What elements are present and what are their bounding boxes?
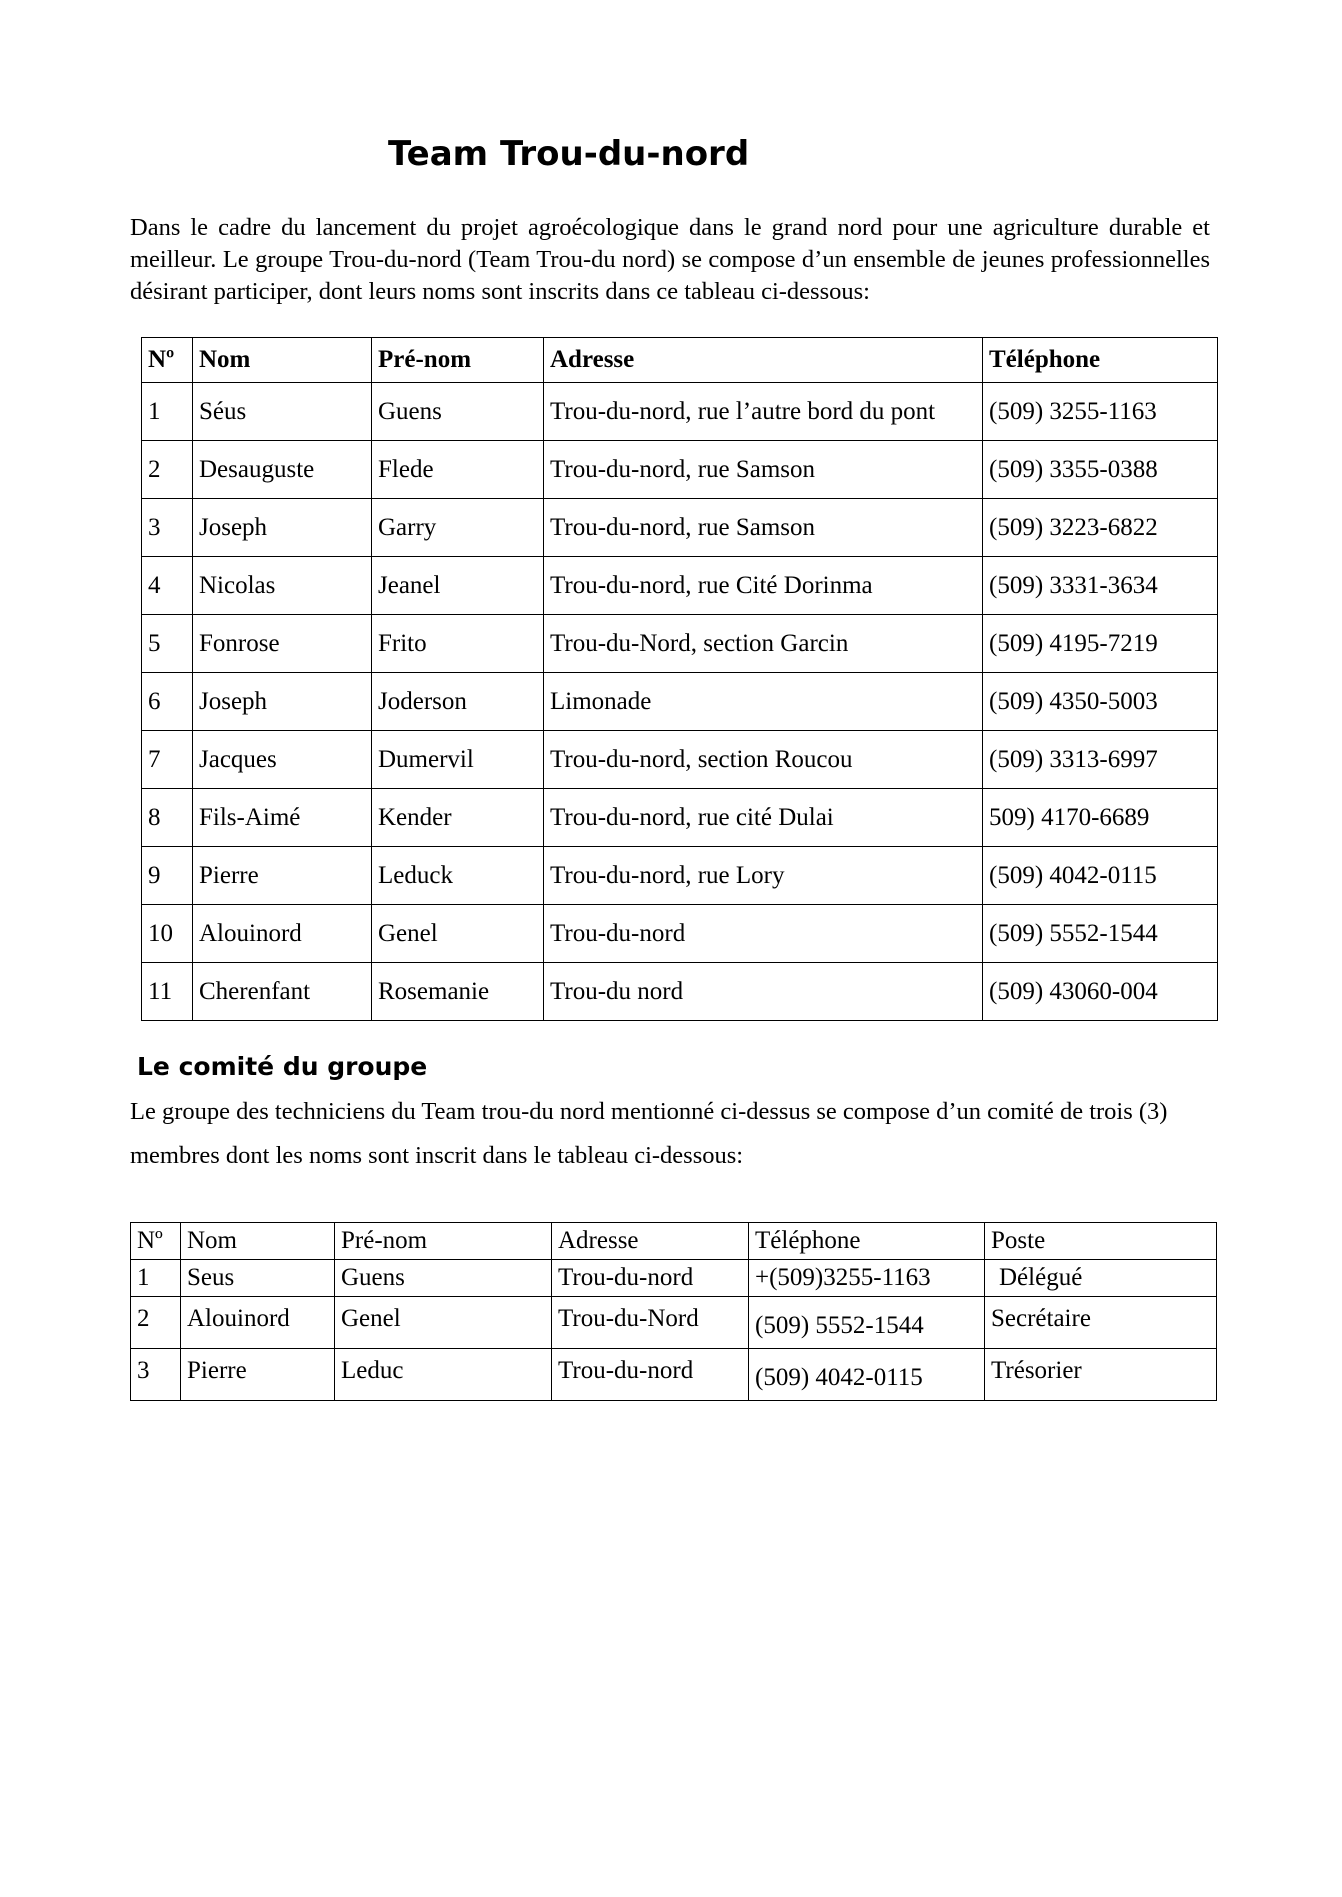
table-cell: Trou-du-nord <box>544 905 983 963</box>
table-cell: 3 <box>142 499 193 557</box>
table-cell: Desauguste <box>193 441 372 499</box>
table-cell: 8 <box>142 789 193 847</box>
header-cell: Téléphone <box>749 1223 985 1260</box>
table-cell: 7 <box>142 731 193 789</box>
table-cell: Joderson <box>372 673 544 731</box>
table-row <box>142 441 1218 499</box>
table-cell: Seus <box>181 1260 335 1297</box>
table-cell: Trou-du-nord, rue Lory <box>544 847 983 905</box>
table-cell: Trou-du-nord, rue l’autre bord du pont <box>544 383 983 441</box>
table-cell: (509) 43060-004 <box>983 963 1218 1021</box>
table-cell: Joseph <box>193 673 372 731</box>
table-row <box>142 847 1218 905</box>
table-cell: 4 <box>142 557 193 615</box>
table-cell: Trou-du-nord, rue Cité Dorinma <box>544 557 983 615</box>
table-cell: Kender <box>372 789 544 847</box>
header-cell: Nº <box>142 338 193 383</box>
table-cell: Garry <box>372 499 544 557</box>
table-cell: Trou-du-nord <box>552 1349 749 1401</box>
page-title: Team Trou-du-nord <box>388 134 750 174</box>
table-cell: 5 <box>142 615 193 673</box>
committee-table-header-row <box>131 1223 1217 1260</box>
table-row <box>142 557 1218 615</box>
table-row <box>142 731 1218 789</box>
table-cell: (509) 3313-6997 <box>983 731 1218 789</box>
header-cell: Téléphone <box>983 338 1218 383</box>
table-cell: (509) 3331-3634 <box>983 557 1218 615</box>
table-cell: Leduc <box>335 1349 552 1401</box>
table-cell: 6 <box>142 673 193 731</box>
table-row <box>131 1297 1217 1349</box>
table-cell: Alouinord <box>193 905 372 963</box>
table-row <box>131 1260 1217 1297</box>
table-cell: Trou-du nord <box>544 963 983 1021</box>
table-cell: Genel <box>335 1297 552 1349</box>
table-cell: Trésorier <box>985 1349 1217 1401</box>
table-cell: (509) 3255-1163 <box>983 383 1218 441</box>
committee-paragraph: Le groupe des techniciens du Team trou-du nord mentionné ci-dessus se compose d’un comité de trois (3) membres dont les noms sont inscrit dans le tableau ci-dessous: <box>130 1098 1168 1169</box>
table-cell: 10 <box>142 905 193 963</box>
table-cell: (509) 3355-0388 <box>983 441 1218 499</box>
table-cell: Joseph <box>193 499 372 557</box>
header-cell: Nº <box>131 1223 181 1260</box>
table-cell: Trou-du-nord, rue Samson <box>544 499 983 557</box>
table-cell: Trou-du-nord <box>552 1260 749 1297</box>
table-cell: 1 <box>142 383 193 441</box>
table-cell: Limonade <box>544 673 983 731</box>
table-cell: 9 <box>142 847 193 905</box>
table-cell: (509) 5552-1544 <box>749 1297 985 1349</box>
header-cell: Nom <box>181 1223 335 1260</box>
table-row <box>142 789 1218 847</box>
table-row <box>142 673 1218 731</box>
table-cell: 11 <box>142 963 193 1021</box>
table-cell: Trou-du-nord, section Roucou <box>544 731 983 789</box>
header-cell: Nom <box>193 338 372 383</box>
members-table <box>141 337 1218 1021</box>
committee-heading: Le comité du groupe <box>137 1052 428 1081</box>
table-cell: Alouinord <box>181 1297 335 1349</box>
table-cell: Secrétaire <box>985 1297 1217 1349</box>
table-cell: Rosemanie <box>372 963 544 1021</box>
table-cell: Flede <box>372 441 544 499</box>
table-cell: Jeanel <box>372 557 544 615</box>
table-cell: Délégué <box>985 1260 1217 1297</box>
header-cell: Adresse <box>552 1223 749 1260</box>
table-cell: +(509)3255-1163 <box>749 1260 985 1297</box>
table-row <box>142 963 1218 1021</box>
table-cell: Fonrose <box>193 615 372 673</box>
table-cell: (509) 4042-0115 <box>983 847 1218 905</box>
table-cell: Guens <box>335 1260 552 1297</box>
table-cell: Fils-Aimé <box>193 789 372 847</box>
table-cell: Cherenfant <box>193 963 372 1021</box>
table-cell: Jacques <box>193 731 372 789</box>
committee-table <box>130 1222 1217 1401</box>
header-cell: Adresse <box>544 338 983 383</box>
members-table-header-row <box>142 338 1218 383</box>
header-cell: Pré-nom <box>335 1223 552 1260</box>
table-cell: Trou-du-Nord, section Garcin <box>544 615 983 673</box>
table-cell: Trou-du-nord, rue Samson <box>544 441 983 499</box>
table-row <box>142 905 1218 963</box>
table-row <box>131 1349 1217 1401</box>
table-row <box>142 615 1218 673</box>
table-cell: Trou-du-Nord <box>552 1297 749 1349</box>
table-cell: 2 <box>142 441 193 499</box>
table-cell: Genel <box>372 905 544 963</box>
header-cell: Poste <box>985 1223 1217 1260</box>
table-cell: 1 <box>131 1260 181 1297</box>
table-row <box>142 383 1218 441</box>
header-cell: Pré-nom <box>372 338 544 383</box>
table-cell: (509) 3223-6822 <box>983 499 1218 557</box>
table-cell: Séus <box>193 383 372 441</box>
table-cell: Pierre <box>181 1349 335 1401</box>
table-cell: Leduck <box>372 847 544 905</box>
table-cell: Nicolas <box>193 557 372 615</box>
table-cell: (509) 4042-0115 <box>749 1349 985 1401</box>
intro-paragraph: Dans le cadre du lancement du projet agroécologique dans le grand nord pour une agriculture durable et meilleur. Le groupe Trou-du-nord (Team Trou-du nord) se compose d’un ensemble de jeunes professionnelles désirant participer, dont leurs noms sont inscrits dans ce tableau ci-dessous: <box>130 214 1210 305</box>
table-cell: 509) 4170-6689 <box>983 789 1218 847</box>
table-cell: Pierre <box>193 847 372 905</box>
table-cell: (509) 4195-7219 <box>983 615 1218 673</box>
table-cell: 2 <box>131 1297 181 1349</box>
table-cell: Dumervil <box>372 731 544 789</box>
table-cell: Frito <box>372 615 544 673</box>
table-cell: Guens <box>372 383 544 441</box>
table-cell: (509) 5552-1544 <box>983 905 1218 963</box>
table-row <box>142 499 1218 557</box>
table-cell: 3 <box>131 1349 181 1401</box>
table-cell: (509) 4350-5003 <box>983 673 1218 731</box>
table-cell: Trou-du-nord, rue cité Dulai <box>544 789 983 847</box>
